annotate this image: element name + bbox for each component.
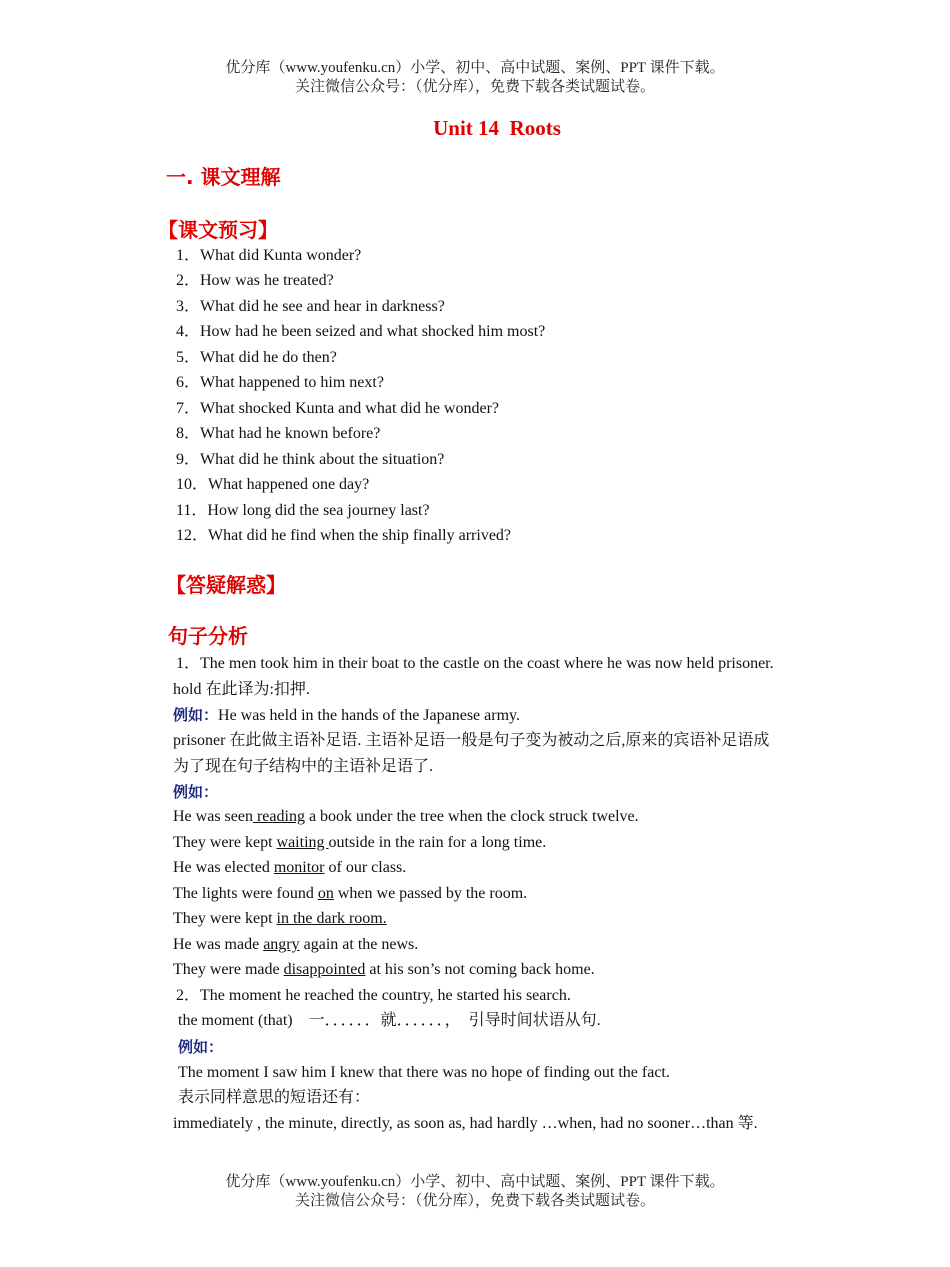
example-text: He was seen [173, 808, 253, 825]
example-label: 例如： [173, 783, 219, 801]
question-item: 11．How long did the sea journey last? [176, 502, 430, 519]
prisoner-note-2: 为了现在句子结构中的主语补足语了. [173, 758, 434, 775]
question-item: 9．What did he think about the situation? [176, 451, 445, 468]
example-label-3 [178, 1036, 223, 1059]
question-item: 1．What did Kunta wonder? [176, 247, 362, 264]
example-text: of our class. [324, 859, 407, 876]
underlined-complement: in the dark room. [276, 910, 387, 927]
example-text: a book under the tree when the clock struck twelve. [304, 808, 639, 825]
section-heading-comprehension: 一. 课文理解 [166, 165, 281, 189]
question-item: 2．How was he treated? [176, 272, 334, 289]
underlined-complement: waiting [276, 834, 329, 851]
example-text: The lights were found [173, 885, 318, 902]
preview-heading: 【课文预习】 [158, 218, 278, 242]
example-kept [173, 832, 546, 854]
question-item: 4．How had he been seized and what shocked him most? [176, 323, 546, 340]
example-text: at his son’s not coming back home. [365, 961, 595, 978]
example-seen [173, 806, 639, 828]
example-dark-room [173, 908, 387, 930]
example-disappointed [173, 959, 595, 981]
question-item: 12．What did he find when the ship finally arrived? [176, 527, 512, 544]
qa-heading: 【答疑解惑】 [166, 573, 286, 597]
question-item: 5．What did he do then? [176, 349, 337, 366]
page-title: Unit 14 Roots [433, 116, 561, 140]
underlined-complement: disappointed [283, 961, 366, 978]
same-meaning-note: 表示同样意思的短语还有： [178, 1089, 371, 1106]
example-text: He was held in the hands of the Japanese army. [218, 707, 520, 724]
hold-note: hold 在此译为:扣押. [173, 681, 310, 698]
example-elected [173, 857, 406, 879]
footer-line-1: 优分库（www.youfenku.cn）小学、初中、高中试题、案例、PPT 课件下载。 [225, 1174, 725, 1190]
underlined-complement: angry [263, 936, 300, 953]
example-text: They were kept [173, 910, 277, 927]
example-label: 例如： [178, 1038, 224, 1056]
example-moment: The moment I saw him I knew that there was no hope of finding out the fact. [178, 1064, 670, 1081]
sentence-2: 2．The moment he reached the country, he started his search. [176, 987, 571, 1004]
underlined-complement: monitor [273, 859, 325, 876]
example-text: again at the news. [299, 936, 419, 953]
example-text: They were kept [173, 834, 277, 851]
example-text: They were made [173, 961, 284, 978]
example-text: He was made [173, 936, 264, 953]
phrases-list: immediately , the minute, directly, as soon as, had hardly …when, had no sooner…than 等. [173, 1115, 758, 1132]
sentence-analysis-heading: 句子分析 [168, 624, 248, 648]
example-line-1 [173, 704, 520, 727]
question-item: 8．What had he known before? [176, 425, 381, 442]
header-line-2: 关注微信公众号：（优分库），免费下载各类试题试卷。 [294, 79, 655, 95]
example-text: outside in the rain for a long time. [328, 834, 547, 851]
example-text: He was elected [173, 859, 274, 876]
question-item: 6．What happened to him next? [176, 374, 384, 391]
example-label-2 [173, 781, 218, 804]
prisoner-note-1: prisoner 在此做主语补足语. 主语补足语一般是句子变为被动之后,原来的宾语补足语成 [173, 732, 770, 749]
sentence-1: 1．The men took him in their boat to the castle on the coast where he was now held prisoner. [176, 655, 774, 672]
underlined-complement: on [317, 885, 334, 902]
question-item: 3．What did he see and hear in darkness? [176, 298, 445, 315]
underlined-complement: reading [252, 808, 305, 825]
question-item: 10．What happened one day? [176, 476, 370, 493]
moment-note: the moment (that) 一．．．．．．就．．．．．．， 引导时间状语从句. [178, 1012, 601, 1029]
footer-line-2: 关注微信公众号：（优分库），免费下载各类试题试卷。 [294, 1193, 655, 1209]
example-found [173, 883, 527, 905]
example-text: when we passed by the room. [333, 885, 528, 902]
header-line-1: 优分库（www.youfenku.cn）小学、初中、高中试题、案例、PPT 课件下载。 [225, 60, 725, 76]
example-label: 例如： [173, 706, 219, 724]
question-item: 7．What shocked Kunta and what did he wonder? [176, 400, 500, 417]
example-angry [173, 934, 418, 956]
